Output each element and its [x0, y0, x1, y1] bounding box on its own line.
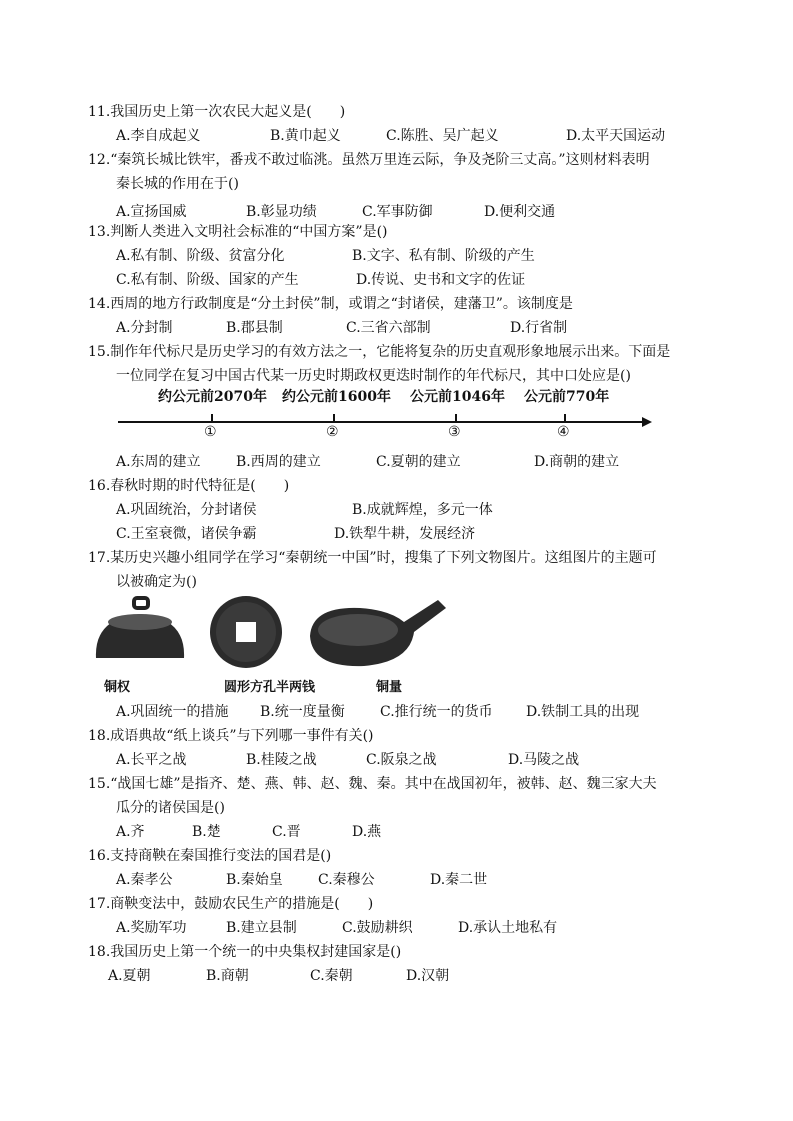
- options-row: [88, 316, 728, 340]
- option-b: B.彰显功绩: [246, 204, 317, 220]
- option-b: B.桂陵之战: [246, 752, 317, 768]
- options-row: [88, 868, 728, 892]
- option-c: C.秦朝: [310, 968, 353, 984]
- timeline-label: 公元前770年: [524, 389, 610, 405]
- question-16: [88, 474, 728, 546]
- question-stem: 16.支持商鞅在秦国推行变法的国君是(): [88, 848, 332, 864]
- option-c: C.陈胜、吴广起义: [386, 128, 499, 144]
- option-c: C.秦穆公: [318, 872, 375, 888]
- timeline-marker: ②: [326, 424, 339, 440]
- option-b: B.成就辉煌，多元一体: [352, 502, 493, 518]
- question-15-options: [88, 450, 728, 474]
- options-row: [88, 124, 728, 148]
- option-b: B.统一度量衡: [260, 704, 345, 720]
- question-18-second: [88, 940, 728, 988]
- timeline-marker: ③: [448, 424, 461, 440]
- timeline-label: 约公元前1600年: [282, 389, 391, 405]
- artifact-caption: 铜量: [376, 680, 403, 695]
- question-17-options: [88, 700, 728, 724]
- question-17-artifacts: [88, 546, 728, 594]
- option-c: C.推行统一的货币: [380, 704, 493, 720]
- question-13: [88, 220, 728, 292]
- options-row: [88, 498, 728, 522]
- artifact-photos: [88, 592, 468, 676]
- question-11: [88, 100, 728, 148]
- option-b: B.秦始皇: [226, 872, 283, 888]
- question-stem: 17.某历史兴趣小组同学在学习“秦朝统一中国”时，搜集了下列文物图片。这组图片的主题可: [88, 550, 657, 566]
- option-c: C.三省六部制: [346, 320, 431, 336]
- option-a: A.巩固统一的措施: [116, 704, 229, 720]
- question-stem: 17.商鞅变法中，鼓励农民生产的措施是( ): [88, 896, 374, 912]
- question-stem: 14.西周的地方行政制度是“分土封侯”制，或谓之“封诸侯，建藩卫”。该制度是: [88, 296, 573, 312]
- question-stem: 12.“秦筑长城比铁牢，番戎不敢过临洮。虽然万里连云际，争及尧阶三丈高。”这则材料表明: [88, 152, 650, 168]
- options-row: [88, 268, 728, 292]
- artifact-caption: 圆形方孔半两钱: [224, 680, 316, 695]
- option-d: D.汉朝: [406, 968, 450, 984]
- timeline-axis: [118, 404, 658, 444]
- timeline-marker: ①: [204, 424, 217, 440]
- question-16-second: [88, 844, 728, 892]
- option-b: B.文字、私有制、阶级的产生: [352, 248, 535, 264]
- question-stem: 18.成语典故“纸上谈兵”与下列哪一事件有关(): [88, 728, 374, 744]
- options-row: [88, 748, 728, 772]
- option-b: B.楚: [192, 824, 221, 840]
- option-a: A.夏朝: [108, 968, 151, 984]
- option-b: B.郡县制: [226, 320, 283, 336]
- question-stem: 11.我国历史上第一次农民大起义是( ): [88, 104, 346, 120]
- option-a: A.奖励军功: [116, 920, 187, 936]
- timeline-marker: ④: [557, 424, 570, 440]
- bronze-measure-image: [310, 600, 446, 666]
- options-row: [88, 450, 728, 474]
- option-b: B.黄巾起义: [270, 128, 341, 144]
- option-d: D.铁制工具的出现: [526, 704, 640, 720]
- option-b: B.西周的建立: [236, 454, 321, 470]
- option-a: A.私有制、阶级、贫富分化: [116, 248, 285, 264]
- question-stem-continued: 一位同学在复习中国古代某一历史时期政权更迭时制作的年代标尺，其中口处应是(): [116, 368, 631, 384]
- option-a: A.李自成起义: [116, 128, 201, 144]
- artifact-images: [88, 592, 468, 696]
- option-c: C.晋: [272, 824, 301, 840]
- options-row: [88, 244, 728, 268]
- timeline-label: 公元前1046年: [410, 389, 505, 405]
- option-a: A.分封制: [116, 320, 173, 336]
- artifact-caption: 铜权: [104, 680, 131, 695]
- option-d: D.承认土地私有: [458, 920, 558, 936]
- option-d: D.传说、史书和文字的佐证: [356, 272, 526, 288]
- timeline-label: 约公元前2070年: [158, 389, 267, 405]
- option-c: C.私有制、阶级、国家的产生: [116, 272, 299, 288]
- question-15-second: [88, 772, 728, 844]
- option-d: D.商朝的建立: [534, 454, 620, 470]
- option-d: D.便利交通: [484, 204, 556, 220]
- option-d: D.行省制: [510, 320, 568, 336]
- question-17-second: [88, 892, 728, 940]
- question-14: [88, 292, 728, 340]
- option-a: A.宣扬国威: [116, 204, 187, 220]
- options-row: [88, 964, 728, 988]
- question-stem: 15.制作年代标尺是历史学习的有效方法之一，它能将复杂的历史直观形象地展示出来。下面是: [88, 344, 671, 360]
- option-a: A.长平之战: [116, 752, 187, 768]
- options-row: [88, 820, 728, 844]
- option-b: B.建立县制: [226, 920, 297, 936]
- option-a: A.东周的建立: [116, 454, 201, 470]
- question-stem: 18.我国历史上第一个统一的中央集权封建国家是(): [88, 944, 402, 960]
- option-c: C.王室衰微，诸侯争霸: [116, 526, 257, 542]
- option-a: A.齐: [116, 824, 145, 840]
- bronze-weight-image: [96, 598, 184, 658]
- option-c: C.夏朝的建立: [376, 454, 461, 470]
- option-d: D.燕: [352, 824, 382, 840]
- question-stem: 15.“战国七雄”是指齐、楚、燕、韩、赵、魏、秦。其中在战国初年，被韩、赵、魏三家大夫: [88, 776, 657, 792]
- option-a: A.秦孝公: [116, 872, 173, 888]
- options-row: [88, 522, 728, 546]
- option-d: D.太平天国运动: [566, 128, 666, 144]
- question-15-timeline: [88, 340, 728, 388]
- option-b: B.商朝: [206, 968, 249, 984]
- option-c: C.阪泉之战: [366, 752, 437, 768]
- options-row: [88, 916, 728, 940]
- question-stem: 16.春秋时期的时代特征是( ): [88, 478, 290, 494]
- question-12: [88, 148, 728, 224]
- ban-liang-coin-image: [210, 596, 282, 668]
- option-c: C.军事防御: [362, 204, 433, 220]
- question-18: [88, 724, 728, 772]
- option-d: D.秦二世: [430, 872, 488, 888]
- question-stem-continued: 秦长城的作用在于(): [116, 176, 239, 192]
- timeline-chart: [118, 386, 658, 446]
- option-d: D.马陵之战: [508, 752, 580, 768]
- option-d: D.铁犁牛耕，发展经济: [334, 526, 476, 542]
- question-stem-continued: 以被确定为(): [116, 574, 197, 590]
- option-a: A.巩固统治，分封诸侯: [116, 502, 257, 518]
- question-stem-continued: 瓜分的诸侯国是(): [116, 800, 225, 816]
- question-stem: 13.判断人类进入文明社会标准的“中国方案”是(): [88, 224, 388, 240]
- option-c: C.鼓励耕织: [342, 920, 413, 936]
- options-row: [88, 700, 728, 724]
